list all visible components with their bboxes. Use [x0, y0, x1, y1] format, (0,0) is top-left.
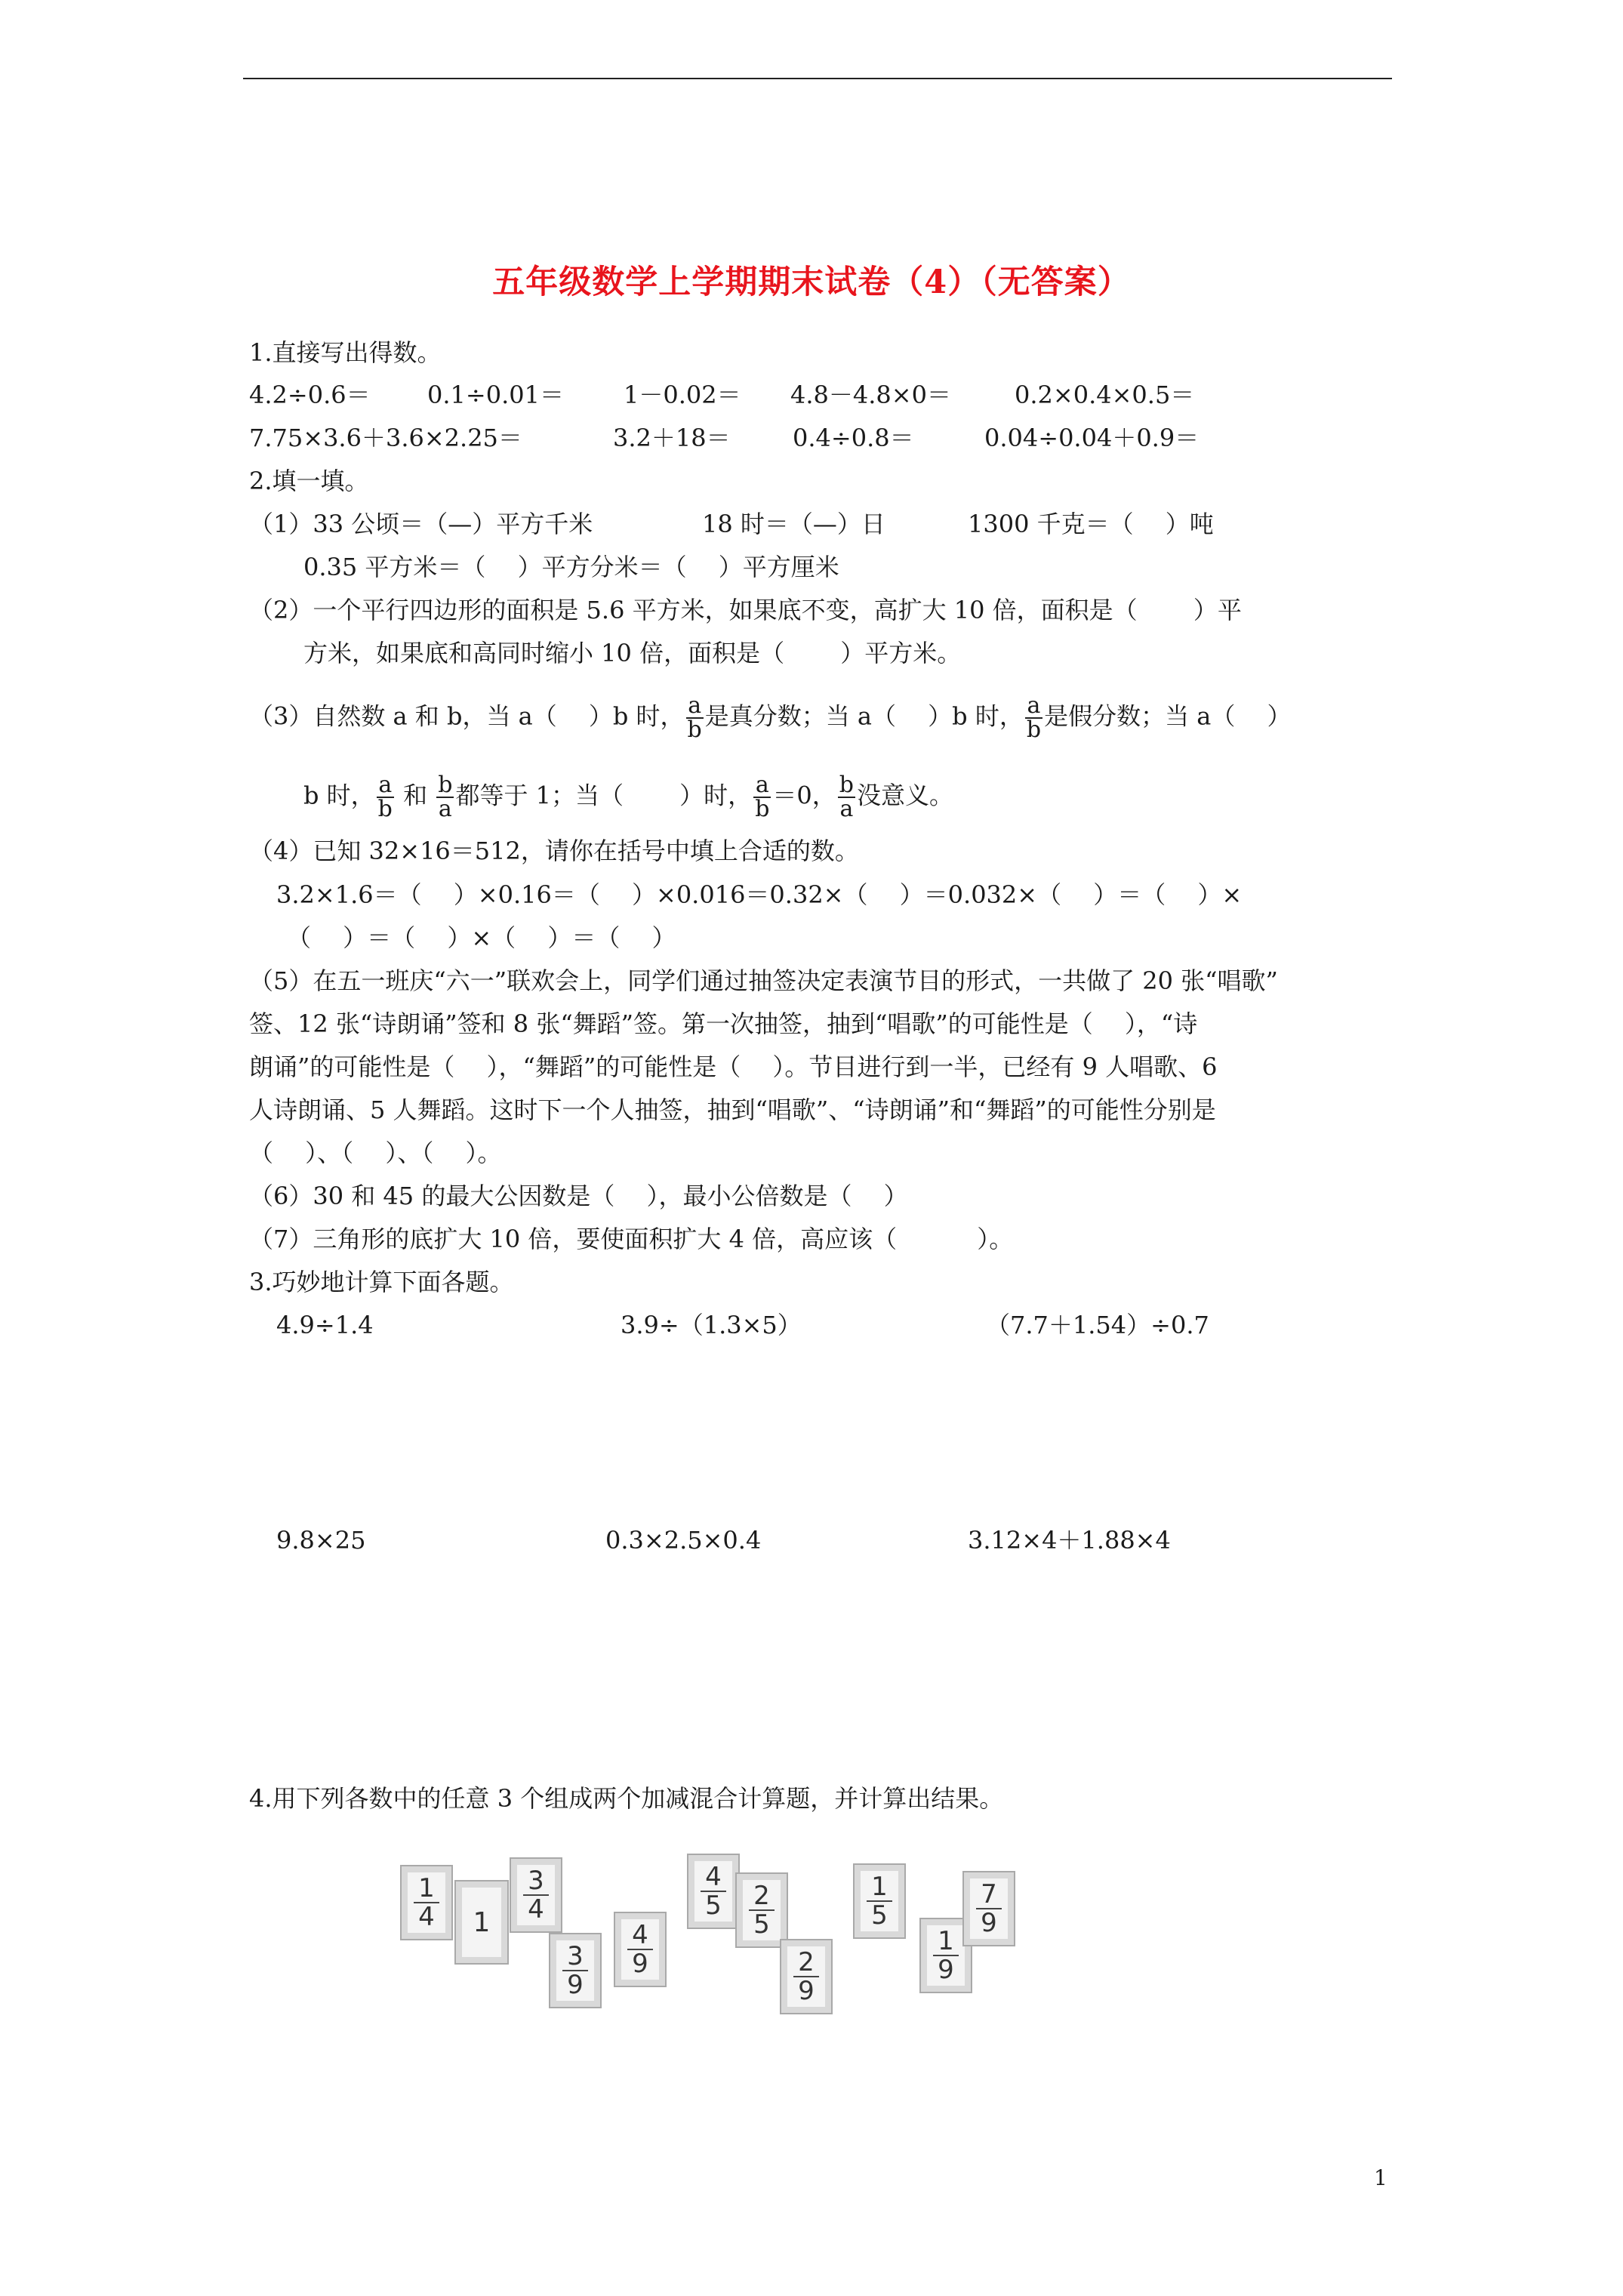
q2-2-line1: （2）一个平行四边形的面积是 5.6 平方米，如果底不变，高扩大 10 倍，面积是（ ）平 — [249, 596, 1242, 624]
card-denominator: 9 — [981, 1908, 997, 1938]
card-numerator: 4 — [701, 1863, 726, 1892]
number-card — [962, 1871, 1015, 1946]
fraction-denominator: b — [687, 717, 702, 743]
fraction-denominator: a — [438, 796, 452, 822]
q3-item: （7.7＋1.54）÷0.7 — [986, 1311, 1209, 1339]
q2-7-line: （7）三角形的底扩大 10 倍，要使面积扩大 4 倍，高应该（ ）。 — [249, 1225, 1014, 1253]
q2-3-text: 和 — [395, 781, 436, 810]
card-denominator: 5 — [871, 1900, 888, 1931]
header-rule — [243, 78, 1392, 79]
q3-item: 3.9÷（1.3×5） — [621, 1311, 802, 1339]
card-numerator: 3 — [523, 1867, 549, 1896]
q3-item: 9.8×25 — [276, 1526, 366, 1555]
q2-6-line: （6）30 和 45 的最大公因数是（ ），最小公倍数是（ ） — [249, 1182, 908, 1210]
q2-1-line2: 0.35 平方米＝（ ）平方分米＝（ ）平方厘米 — [303, 553, 839, 581]
q3-item: 3.12×4＋1.88×4 — [968, 1526, 1171, 1555]
q1-item: 4.2÷0.6＝ — [249, 381, 371, 409]
q2-3-text: 都等于 1；当（ ）时， — [455, 781, 753, 810]
q2-3-text: （3）自然数 a 和 b，当 a（ ）b 时， — [249, 701, 685, 731]
q1-item: 0.04÷0.04＋0.9＝ — [984, 424, 1200, 452]
card-numerator: 1 — [867, 1873, 892, 1902]
q2-5-line: 签、12 张“诗朗诵”签和 8 张“舞蹈”签。第一次抽签，抽到“唱歌”的可能性是（ ），“诗 — [249, 1009, 1198, 1038]
card-denominator: 9 — [938, 1955, 954, 1985]
q2-1-part: 1300 千克＝（ ）吨 — [968, 510, 1214, 538]
q1-item: 0.1÷0.01＝ — [427, 381, 564, 409]
q2-4-line2: 3.2×1.6＝（ ）×0.16＝（ ）×0.016＝0.32×（ ）＝0.032×（ ）＝（ ）× — [276, 880, 1243, 909]
q2-5-line: 朗诵”的可能性是（ ），“舞蹈”的可能性是（ ）。节目进行到一半，已经有 9 人唱歌、6 — [249, 1052, 1218, 1081]
q1-item: 0.4÷0.8＝ — [793, 424, 914, 452]
q2-heading: 2.填一填。 — [249, 467, 369, 495]
q3-heading: 3.巧妙地计算下面各题。 — [249, 1268, 514, 1296]
card-denominator: 9 — [632, 1949, 648, 1979]
card-denominator: 5 — [705, 1891, 722, 1921]
q2-5-line: 人诗朗诵、5 人舞蹈。这时下一个人抽签，抽到“唱歌”、“诗朗诵”和“舞蹈”的可能性分别是 — [249, 1096, 1216, 1124]
fraction-b-over-a — [838, 774, 855, 821]
number-card — [687, 1854, 740, 1929]
card-numerator: 3 — [562, 1943, 588, 1971]
fraction-a-over-b — [377, 774, 394, 821]
q2-3-text: 是真分数；当 a（ ）b 时， — [704, 701, 1024, 731]
fraction-numerator: a — [377, 774, 394, 798]
q1-item: 1－0.02＝ — [624, 381, 741, 409]
q3-item: 4.9÷1.4 — [276, 1311, 374, 1339]
number-card — [510, 1857, 562, 1933]
number-card — [549, 1933, 602, 2008]
card-numerator: 4 — [627, 1922, 653, 1950]
number-card — [400, 1865, 453, 1940]
q1-item: 7.75×3.6＋3.6×2.25＝ — [249, 424, 522, 452]
q3-item: 0.3×2.5×0.4 — [605, 1526, 762, 1555]
q2-3-line2 — [303, 774, 953, 821]
number-card — [780, 1939, 833, 2014]
page-number: 1 — [1374, 2165, 1387, 2190]
q2-5-line: （ ）、（ ）、（ ）。 — [249, 1139, 502, 1167]
fraction-numerator: b — [438, 772, 453, 798]
q2-3-text: ＝0， — [772, 781, 836, 810]
fraction-numerator: a — [753, 774, 771, 798]
q2-5-line: （5）在五一班庆“六一”联欢会上，同学们通过抽签决定表演节目的形式，一共做了 20 张“唱歌” — [249, 966, 1278, 995]
fraction-denominator: b — [755, 796, 770, 822]
card-numerator: 2 — [793, 1949, 819, 1977]
fraction-a-over-b — [753, 774, 771, 821]
q2-3-text: b 时， — [303, 781, 375, 810]
card-denominator: 4 — [528, 1894, 544, 1925]
card-numerator: 1 — [933, 1928, 959, 1956]
card-denominator: 9 — [798, 1976, 815, 2006]
q1-item: 0.2×0.4×0.5＝ — [1015, 381, 1195, 409]
q2-3-line1 — [249, 692, 1292, 743]
card-numerator: 7 — [976, 1881, 1002, 1909]
number-card — [454, 1880, 509, 1965]
card-denominator: 9 — [567, 1970, 584, 2000]
q2-3-text: 没意义。 — [857, 781, 954, 810]
q4-heading: 4.用下列各数中的任意 3 个组成两个加减混合计算题，并计算出结果。 — [249, 1784, 1004, 1813]
number-card — [853, 1863, 906, 1939]
q2-1-part: （1）33 公顷＝（—）平方千米 — [249, 510, 593, 538]
fraction-denominator: a — [839, 796, 854, 822]
q1-item: 3.2＋18＝ — [613, 424, 731, 452]
q2-1-part: 18 时＝（—）日 — [702, 510, 885, 538]
card-numerator: 2 — [749, 1882, 775, 1911]
q2-3-text: 是假分数；当 a（ ） — [1044, 701, 1292, 731]
q2-2-line2: 方米，如果底和高同时缩小 10 倍，面积是（ ）平方米。 — [303, 639, 962, 667]
card-denominator: 5 — [753, 1909, 770, 1940]
card-numerator: 1 — [414, 1875, 439, 1903]
number-card — [735, 1872, 788, 1948]
fraction-a-over-b — [686, 692, 704, 743]
q2-4-line1: （4）已知 32×16＝512，请你在括号中填上合适的数。 — [249, 837, 859, 865]
fraction-numerator: a — [686, 695, 704, 719]
q1-heading: 1.直接写出得数。 — [249, 338, 442, 367]
fraction-denominator: b — [377, 796, 393, 822]
fraction-numerator: a — [1025, 695, 1042, 719]
q1-item: 4.8－4.8×0＝ — [790, 381, 951, 409]
q2-4-line3: （ ）＝（ ）×（ ）＝（ ） — [287, 923, 676, 952]
fraction-denominator: b — [1026, 717, 1042, 743]
fraction-numerator: b — [839, 772, 854, 798]
card-denominator: 4 — [418, 1902, 435, 1932]
fraction-a-over-b — [1025, 692, 1042, 743]
number-card — [614, 1912, 667, 1987]
fraction-b-over-a — [436, 774, 454, 821]
card-whole-number: 1 — [473, 1906, 491, 1938]
page-title: 五年级数学上学期期末试卷（4）（无答案） — [492, 264, 1131, 301]
